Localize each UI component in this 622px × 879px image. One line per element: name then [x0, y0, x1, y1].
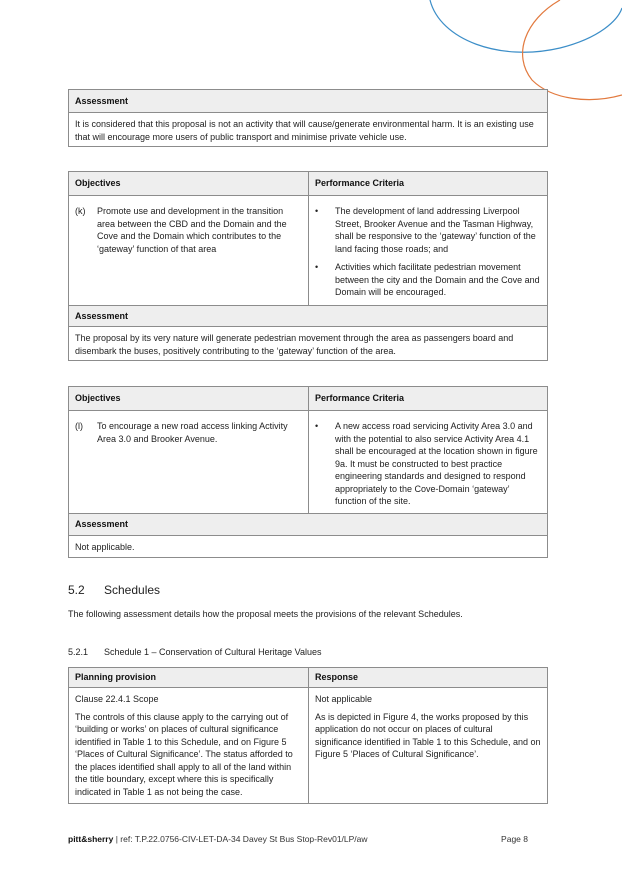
criteria-text: A new access road servicing Activity Area 3.0 and with the potential to also service Activity Area 4.1 shall be encouraged at the location shown in figure 9a. It must be constructed to best practice engineering standards and designed to respond appropriately to the Cove-Domain ‘gateway’ function of the site. [335, 421, 538, 506]
orange-arc [523, 0, 622, 100]
planning-provision-header: Planning provision [69, 668, 309, 687]
page-number: Page 8 [501, 834, 528, 844]
blue-arc [430, 0, 622, 52]
objective-key: (l) [75, 421, 83, 431]
section-number: 5.2 [68, 583, 85, 597]
brand-name: pitt&sherry [68, 834, 114, 844]
criteria-bullet [315, 420, 541, 508]
assessment-header: Assessment [69, 306, 547, 327]
criteria-cell [309, 196, 547, 305]
objective-text: To encourage a new road access linking Activity Area 3.0 and Brooker Avenue. [97, 421, 288, 444]
reference-text: | ref: T.P.22.0756-CIV-LET-DA-34 Davey St Bus Stop-Rev01/LP/aw [113, 834, 368, 844]
section-heading [68, 583, 160, 597]
objectives-header: Objectives [69, 387, 309, 410]
section-intro: The following assessment details how the proposal meets the provisions of the relevant Schedules. [68, 609, 463, 619]
provision-cell [69, 688, 309, 803]
objectives-table-k [68, 171, 548, 361]
objectives-table-l [68, 386, 548, 558]
criteria-cell [309, 411, 547, 513]
criteria-text: The development of land addressing Liverpool Street, Brooker Avenue and the Tasman Highway, shall be responsive to the ‘gateway’ function of the land facing those roads; and [335, 206, 536, 254]
performance-criteria-header: Performance Criteria [315, 393, 405, 404]
objectives-header: Objectives [69, 172, 309, 195]
clause-text: The controls of this clause apply to the carrying out of ‘building or works’ on places of cultural significance identified in Table 1 to this Schedule, and on Figure 5 ‘Places of Cultural Significance’. The status afforded to the places identified shall apply to all of the land within the title boundary, except where this is specifically indicated in Table 1 as not being the case. [75, 711, 293, 797]
criteria-text: Activities which facilitate pedestrian movement between the city and the Domain and the Cove and Domain will be encouraged. [335, 262, 540, 297]
clause-title: Clause 22.4.1 Scope [75, 694, 159, 704]
objective-key: (k) [75, 206, 86, 216]
table-header-row [69, 668, 547, 688]
page-footer [68, 834, 528, 844]
subsection-title: Schedule 1 – Conservation of Cultural Heritage Values [104, 647, 322, 657]
table-row [69, 196, 547, 306]
objective-text: Promote use and development in the transition area between the CBD and the Domain and the Cove and the Domain which contributes to the ‘gateway’ function of that area [97, 206, 287, 254]
subsection-number: 5.2.1 [68, 647, 89, 657]
table-header-row [69, 172, 547, 196]
bullet-icon: • [315, 421, 319, 431]
assessment-header: Assessment [69, 514, 547, 536]
objective-cell [69, 411, 309, 513]
table-row [69, 688, 547, 803]
table-row [69, 411, 547, 514]
assessment-table-1 [68, 89, 548, 147]
bullet-icon: • [315, 262, 319, 272]
response-cell [309, 688, 547, 803]
bullet-icon: • [315, 206, 319, 216]
response-text: As is depicted in Figure 4, the works proposed by this application do not occur on places of cultural significance identified in Table 1 to this Schedule, and on Figure 5 ‘Places of Cultural Significance’. [315, 711, 541, 759]
performance-criteria-header: Performance Criteria [315, 178, 405, 189]
criteria-bullet [315, 261, 541, 299]
table-header: Assessment [69, 90, 547, 113]
response-status: Not applicable [315, 694, 373, 704]
table-header-row [69, 387, 547, 411]
assessment-text: Not applicable. [75, 542, 135, 552]
objective-cell [69, 196, 309, 305]
assessment-text: The proposal by its very nature will generate pedestrian movement through the area as passengers board and disembark the buses, positively contributing to the ‘gateway’ function of the area. [75, 333, 514, 356]
section-title: Schedules [104, 583, 161, 597]
criteria-bullet [315, 205, 541, 255]
footer-reference [68, 834, 368, 844]
response-header: Response [315, 672, 359, 683]
planning-provision-table [68, 667, 548, 804]
assessment-text: It is considered that this proposal is not an activity that will cause/generate environmental harm. It is an existing use that will encourage more users of public transport and minimise private vehicle use. [75, 119, 534, 142]
subsection-heading [68, 647, 321, 657]
